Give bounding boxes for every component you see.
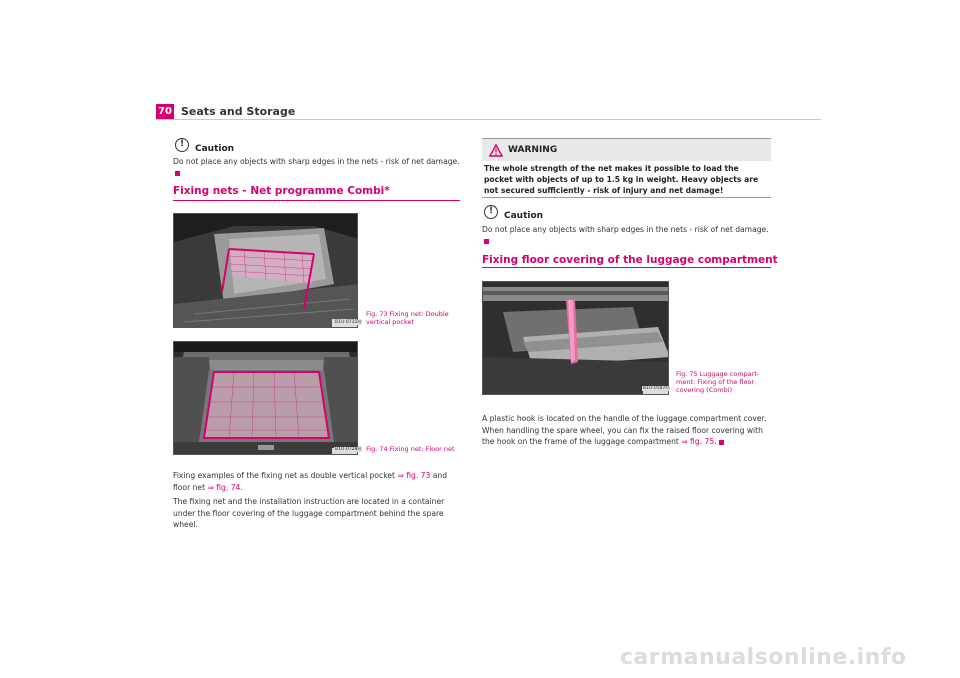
page-number: 70 (156, 104, 174, 120)
figure-74-code: B1U-0728H (335, 447, 361, 452)
chapter-title: Seats and Storage (181, 105, 296, 118)
watermark: carmanualsonline.info (620, 645, 907, 670)
paragraph-plastic-hook: A plastic hook is located on the handle of the luggage compartment cover. When handling the spare wheel, you can fix the raised floor covering with the hook on the frame of the luggage compartment ⇒ fig. 75. (482, 414, 767, 446)
end-marker-icon (719, 440, 724, 445)
floor-covering-hook-illustration (483, 282, 669, 395)
caution-title: Caution (504, 211, 544, 221)
caution-text: Do not place any objects with sharp edges in the nets - risk of net damage. (482, 224, 772, 247)
figure-74-caption: Fig. 74 Fixing net: Floor net (366, 445, 455, 453)
caution-title: Caution (195, 144, 235, 154)
figure-75-image (482, 281, 669, 395)
end-marker-icon (484, 239, 489, 244)
figure-75-code: B1U-0587H (643, 386, 669, 391)
caution-text: Do not place any objects with sharp edges in the nets - risk of net damage. (173, 156, 463, 179)
link-fig-75[interactable]: ⇒ fig. 75 (681, 437, 715, 446)
figure-75-caption: Fig. 75 Luggage compart-ment: Fixing of the floor covering (Combi) (676, 370, 760, 394)
section-rule (173, 200, 460, 201)
link-fig-74[interactable]: ⇒ fig. 74 (207, 482, 241, 492)
section-title-fixing-nets: Fixing nets - Net programme Combi* (173, 185, 390, 197)
header-rule (156, 119, 821, 120)
link-fig-73[interactable]: ⇒ fig. 73 (397, 471, 431, 480)
warning-triangle-icon (489, 144, 503, 157)
paragraph-net-location: The fixing net and the installation instruction are located in a container under the floor covering of the luggage compartment behind the spare wheel. (173, 497, 445, 529)
warning-box (482, 138, 771, 198)
figure-73-image (173, 213, 358, 328)
trunk-floor-net-illustration (174, 342, 358, 455)
caution-icon: ! (175, 138, 189, 152)
trunk-side-net-illustration (174, 214, 358, 328)
figure-73-caption: Fig. 73 Fixing net: Double vertical pocket (366, 310, 449, 326)
figure-74-image (173, 341, 358, 455)
paragraph-fixing-examples: Fixing examples of the fixing net as double vertical pocket ⇒ fig. 73 and floor net ⇒ fig. 74. (173, 471, 448, 492)
figure-73-code: B1U-0731H (335, 320, 361, 325)
warning-text: The whole strength of the net makes it possible to load the pocket with objects of up to 1.5 kg in weight. Heavy objects are not secured sufficiently - risk of injury and net damage! (484, 164, 759, 195)
section-title-floor-covering: Fixing floor covering of the luggage compartment (482, 254, 778, 266)
caution-icon: ! (484, 205, 498, 219)
section-rule (482, 267, 771, 268)
end-marker-icon (175, 171, 180, 176)
warning-title: WARNING (508, 145, 558, 155)
